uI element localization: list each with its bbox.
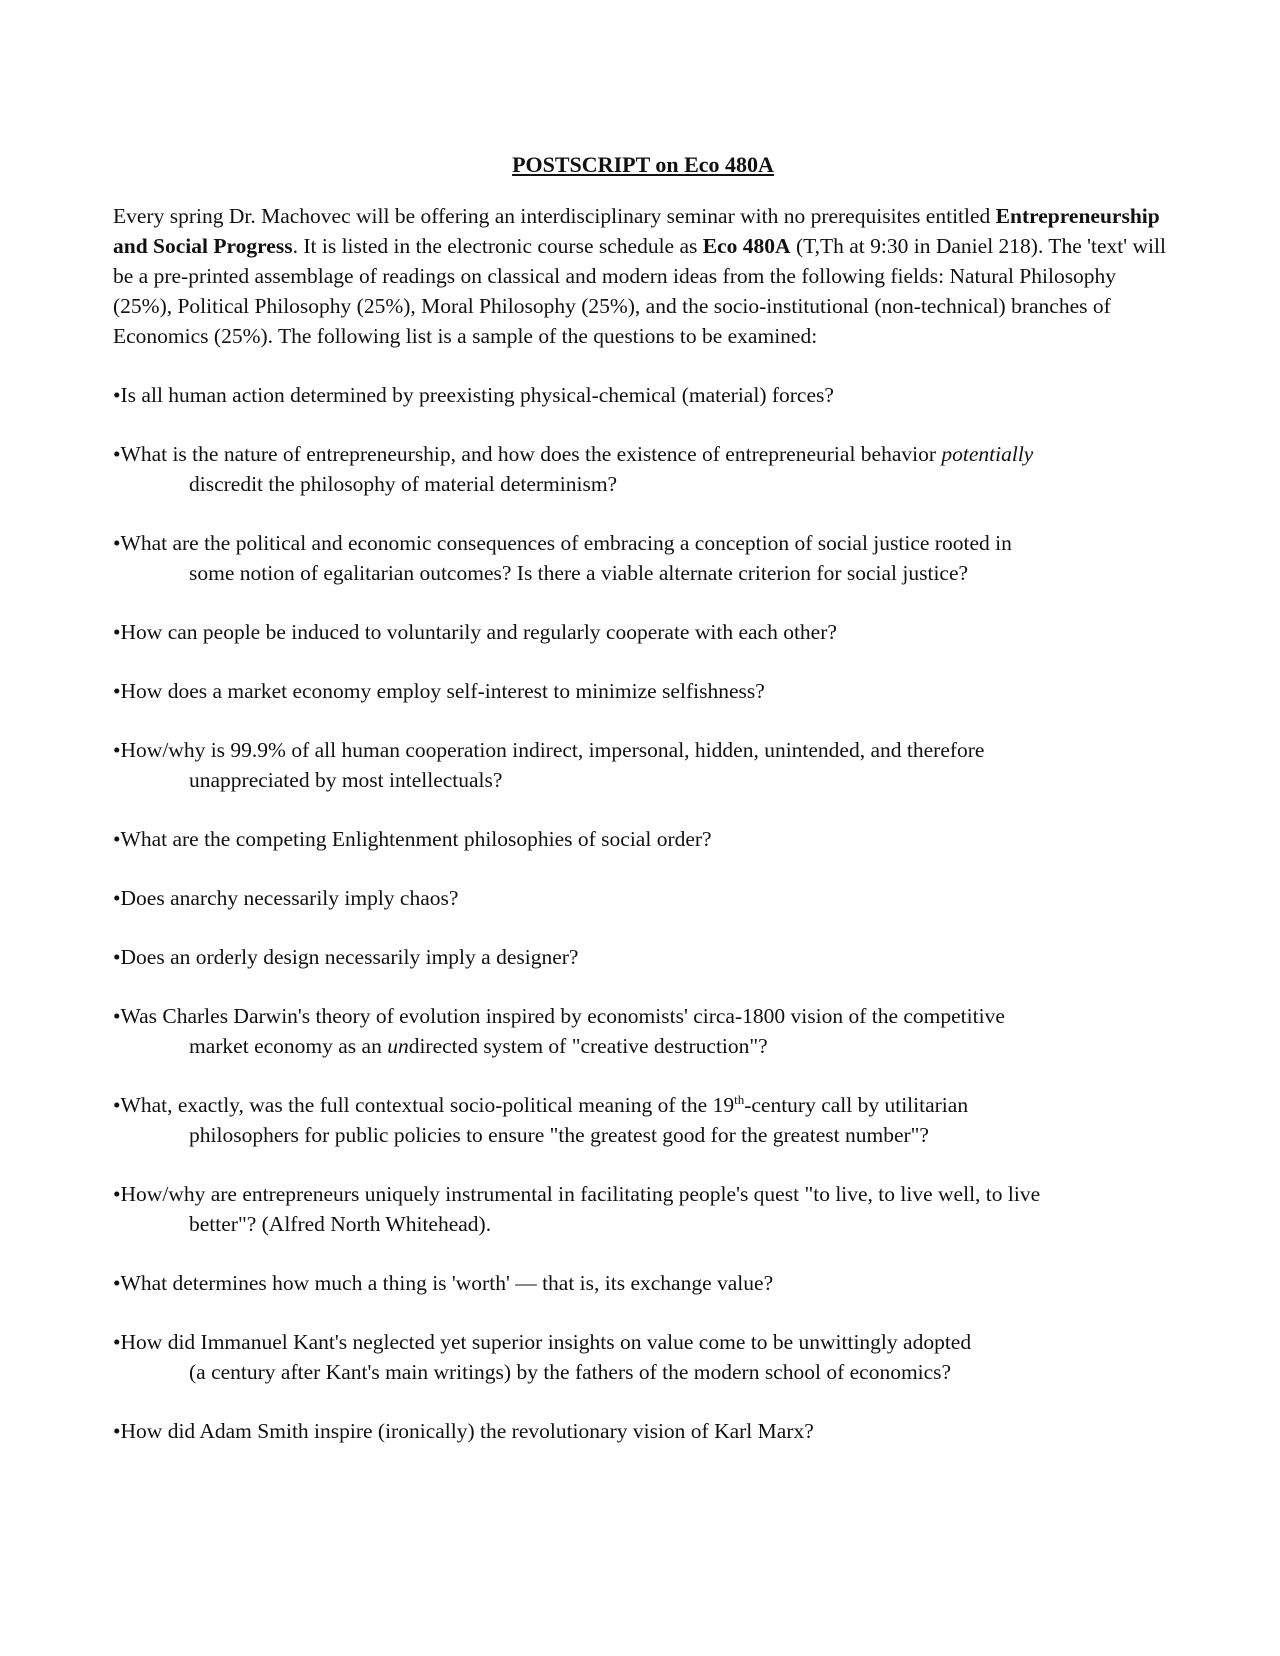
question-continuation: some notion of egalitarian outcomes? Is there a viable alternate criterion for social justice? xyxy=(189,561,969,585)
question-continuation: better"? (Alfred North Whitehead). xyxy=(189,1212,492,1236)
question-text: •Is all human action determined by preexisting physical-chemical (material) forces? xyxy=(113,383,834,407)
course-code: Eco 480A xyxy=(702,234,791,258)
question-text: •Does anarchy necessarily imply chaos? xyxy=(113,886,459,910)
question-emphasis: potentially xyxy=(941,442,1034,466)
intro-text-2: . It is listed in the electronic course schedule as xyxy=(292,234,703,258)
list-item xyxy=(113,439,1173,499)
seminar-name: Entrepreneurship and Social Progress xyxy=(113,204,1160,258)
question-text-part: -century call by utilitarian xyxy=(744,1093,969,1117)
list-item xyxy=(113,735,1173,795)
question-text: •How does a market economy employ self-interest to minimize selfishness? xyxy=(113,679,765,703)
document-page xyxy=(113,150,1173,1475)
question-emphasis: un xyxy=(387,1034,409,1058)
question-text-part: directed system of "creative destruction"? xyxy=(408,1034,768,1058)
list-item xyxy=(113,883,1173,913)
question-text: •What are the political and economic consequences of embracing a conception of social justice rooted in xyxy=(113,531,1012,555)
question-continuation: philosophers for public policies to ensure "the greatest good for the greatest number"? xyxy=(189,1123,929,1147)
question-text: •How can people be induced to voluntarily and regularly cooperate with each other? xyxy=(113,620,837,644)
list-item xyxy=(113,1001,1173,1061)
question-continuation: discredit the philosophy of material determinism? xyxy=(189,472,618,496)
intro-text-3: (T,Th at 9:30 in Daniel 218). The 'text' will be a pre-printed assemblage of readings on classical and modern ideas from the following fields: Natural Philosophy (25%), Political Philosophy (25%), Moral Philosophy (25%), and the socio-institutional (non-technical) branches of Economics (25%). The following list is a sample of the questions to be examined: xyxy=(113,234,1166,348)
list-item xyxy=(113,1327,1173,1387)
question-continuation: unappreciated by most intellectuals? xyxy=(189,768,503,792)
question-text: •How did Adam Smith inspire (ironically) the revolutionary vision of Karl Marx? xyxy=(113,1419,814,1443)
list-item xyxy=(113,528,1173,588)
list-item xyxy=(113,1179,1173,1239)
question-text: •How/why are entrepreneurs uniquely instrumental in facilitating people's quest "to live, to live well, to live xyxy=(113,1182,1041,1206)
list-item xyxy=(113,1268,1173,1298)
question-list xyxy=(113,380,1173,1446)
question-text-part: market economy as an xyxy=(189,1034,388,1058)
list-item xyxy=(113,380,1173,410)
question-continuation: (a century after Kant's main writings) by the fathers of the modern school of economics? xyxy=(189,1360,952,1384)
list-item xyxy=(113,942,1173,972)
list-item xyxy=(113,1416,1173,1446)
list-item xyxy=(113,617,1173,647)
list-item xyxy=(113,1090,1173,1150)
list-item xyxy=(113,824,1173,854)
intro-paragraph xyxy=(113,201,1173,351)
question-text xyxy=(113,439,1173,469)
question-text: •What are the competing Enlightenment philosophies of social order? xyxy=(113,827,712,851)
question-text-part: •What is the nature of entrepreneurship, and how does the existence of entrepreneurial behavior xyxy=(113,442,942,466)
question-text xyxy=(113,1090,1173,1120)
question-continuation xyxy=(113,1031,1173,1061)
intro-text-1: Every spring Dr. Machovec will be offering an interdisciplinary seminar with no prerequisites entitled xyxy=(113,204,996,228)
question-text-part: •What, exactly, was the full contextual socio-political meaning of the 19 xyxy=(113,1093,735,1117)
page-title: POSTSCRIPT on Eco 480A xyxy=(512,152,774,177)
superscript: th xyxy=(734,1092,745,1107)
question-text: •How did Immanuel Kant's neglected yet superior insights on value come to be unwittingly adopted xyxy=(113,1330,972,1354)
list-item xyxy=(113,676,1173,706)
question-text: •Was Charles Darwin's theory of evolution inspired by economists' circa-1800 vision of the competitive xyxy=(113,1004,1005,1028)
question-text: •Does an orderly design necessarily imply a designer? xyxy=(113,945,579,969)
question-text: •What determines how much a thing is 'worth' — that is, its exchange value? xyxy=(113,1271,774,1295)
question-text: •How/why is 99.9% of all human cooperation indirect, impersonal, hidden, unintended, and therefore xyxy=(113,738,985,762)
